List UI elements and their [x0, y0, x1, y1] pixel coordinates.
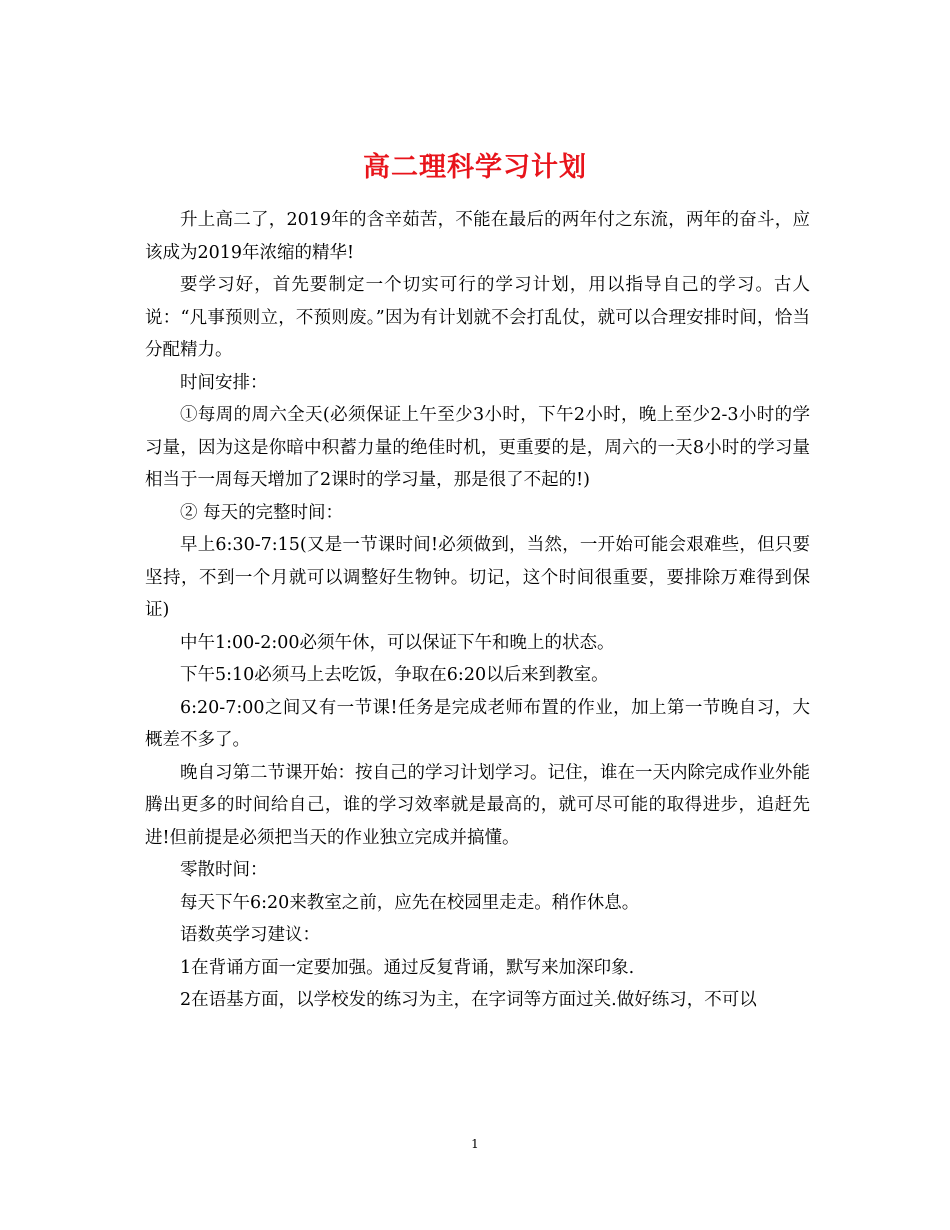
paragraph: 晚自习第二节课开始：按自己的学习计划学习。记住，谁在一天内除完成作业外能腾出更多的时间给自己，谁的学习效率就是最高的，就可尽可能的取得进步，追赶先进!但前提是必须把当天的作业独立完成并搞懂。 — [145, 762, 810, 848]
paragraph: ② 每天的完整时间： — [180, 502, 344, 523]
paragraph: 6:20-7:00之间又有一节课!任务是完成老师布置的作业，加上第一节晚自习，大概差不多了。 — [145, 697, 810, 750]
paragraph: 要学习好，首先要制定一个切实可行的学习计划，用以指导自己的学习。古人说：“凡事预则立，不预则废。”因为有计划就不会打乱仗，就可以合理安排时间，恰当分配精力。 — [145, 275, 810, 360]
paragraph: 下午5:10必须马上去吃饭，争取在6:20以后来到教室。 — [180, 665, 609, 685]
paragraph: 早上6:30-7:15(又是一节课时间!必须做到，当然，一开始可能会艰难些，但只要坚持，不到一个月就可以调整好生物钟。切记，这个时间很重要，要排除万难得到保证) — [145, 535, 810, 620]
paragraph: 零散时间： — [180, 860, 268, 880]
paragraph: 每天下午6:20来教室之前，应先在校园里走走。稍作休息。 — [180, 892, 640, 913]
document-title: 高二理科学习计划 — [363, 152, 587, 184]
paragraph: 1在背诵方面一定要加强。通过反复背诵，默写来加深印象. — [180, 957, 635, 978]
paragraph: 语数英学习建议： — [180, 925, 320, 945]
paragraph: ①每周的周六全天(必须保证上午至少3小时，下午2小时，晚上至少2-3小时的学习量，因为这是你暗中积蓄力量的绝佳时机，更重要的是，周六的一天8小时的学习量相当于一周每天增加了2课时的学习量，那是很了不起的!) — [145, 405, 810, 490]
paragraph: 时间安排： — [180, 372, 268, 393]
document-body — [145, 204, 810, 1017]
paragraph: 2在语基方面，以学校发的练习为主，在字词等方面过关.做好练习，不可以 — [180, 990, 757, 1010]
paragraph: 中午1:00-2:00必须午休，可以保证下午和晚上的状态。 — [180, 632, 615, 653]
page-number: 1 — [471, 1137, 479, 1151]
paragraph: 升上高二了，2019年的含辛茹苦，不能在最后的两年付之东流，两年的奋斗，应该成为2019年浓缩的精华! — [145, 210, 810, 263]
